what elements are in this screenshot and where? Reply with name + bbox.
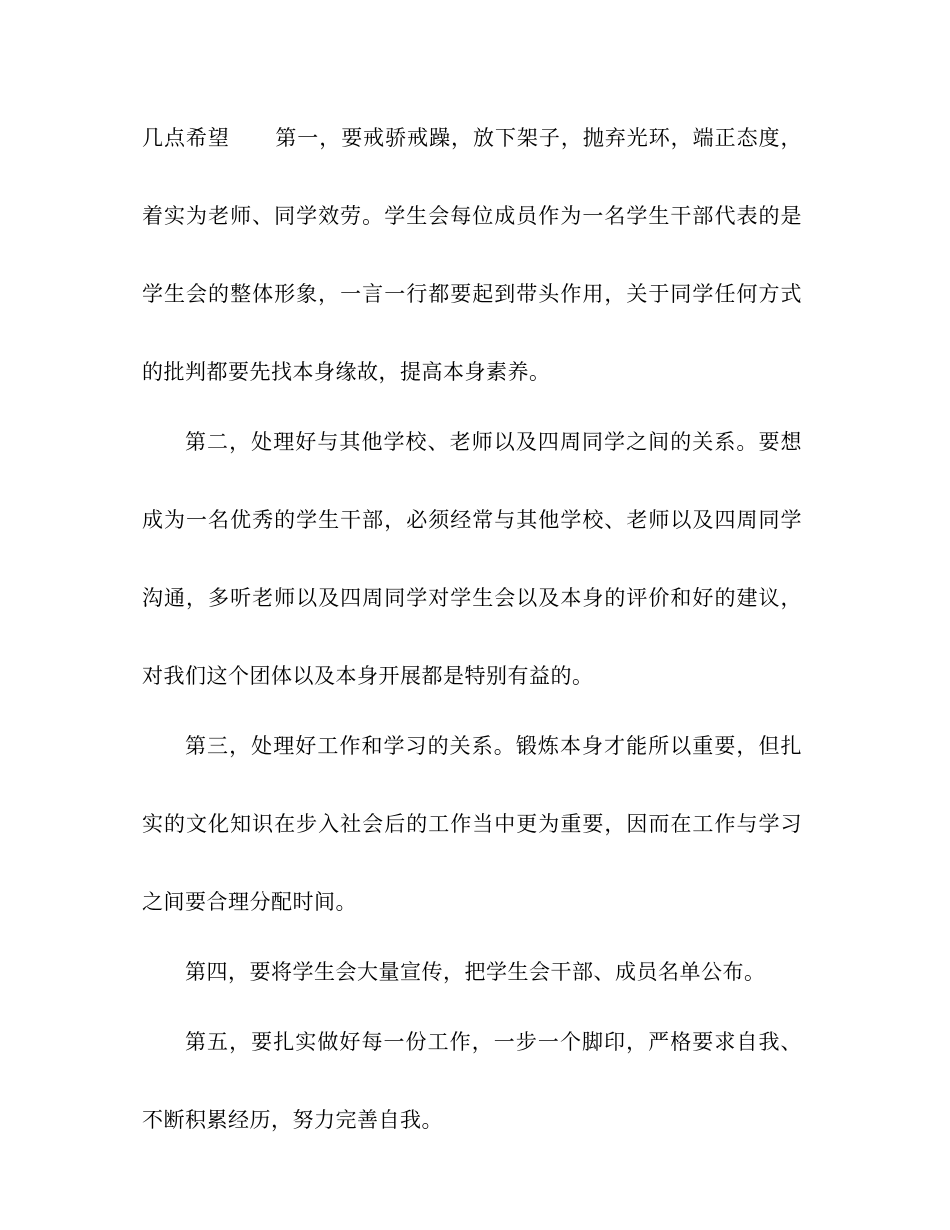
paragraph-line: 不断积累经历，努力完善自我。	[142, 1108, 443, 1132]
paragraph-line: 之间要合理分配时间。	[142, 890, 357, 914]
paragraph-line: 第二，处理好与其他学校、老师以及四周同学之间的关系。要想	[185, 430, 802, 454]
paragraph-line: 成为一名优秀的学生干部，必须经常与其他学校、老师以及四周同学	[142, 508, 802, 532]
paragraph-line: 着实为老师、同学效劳。学生会每位成员作为一名学生干部代表的是	[142, 204, 802, 228]
paragraph-text: 第一，要戒骄戒躁，放下架子，抛弃光环，端正态度，	[274, 126, 803, 150]
section-heading: 几点希望	[142, 126, 230, 150]
paragraph-line: 对我们这个团体以及本身开展都是特别有益的。	[142, 664, 594, 688]
paragraph-line: 第四，要将学生会大量宣传，把学生会干部、成员名单公布。	[185, 960, 766, 984]
paragraph-line: 的批判都要先找本身缘故，提高本身素养。	[142, 360, 551, 384]
paragraph-line: 第三，处理好工作和学习的关系。锻炼本身才能所以重要，但扎	[185, 734, 802, 758]
paragraph-line: 学生会的整体形象，一言一行都要起到带头作用，关于同学任何方式	[142, 282, 802, 306]
paragraph-line: 沟通，多听老师以及四周同学对学生会以及本身的评价和好的建议，	[142, 586, 802, 610]
paragraph-line: 第五，要扎实做好每一份工作，一步一个脚印，严格要求自我、	[185, 1030, 802, 1054]
paragraph-line	[142, 118, 802, 158]
paragraph-line: 实的文化知识在步入社会后的工作当中更为重要，因而在工作与学习	[142, 812, 802, 836]
